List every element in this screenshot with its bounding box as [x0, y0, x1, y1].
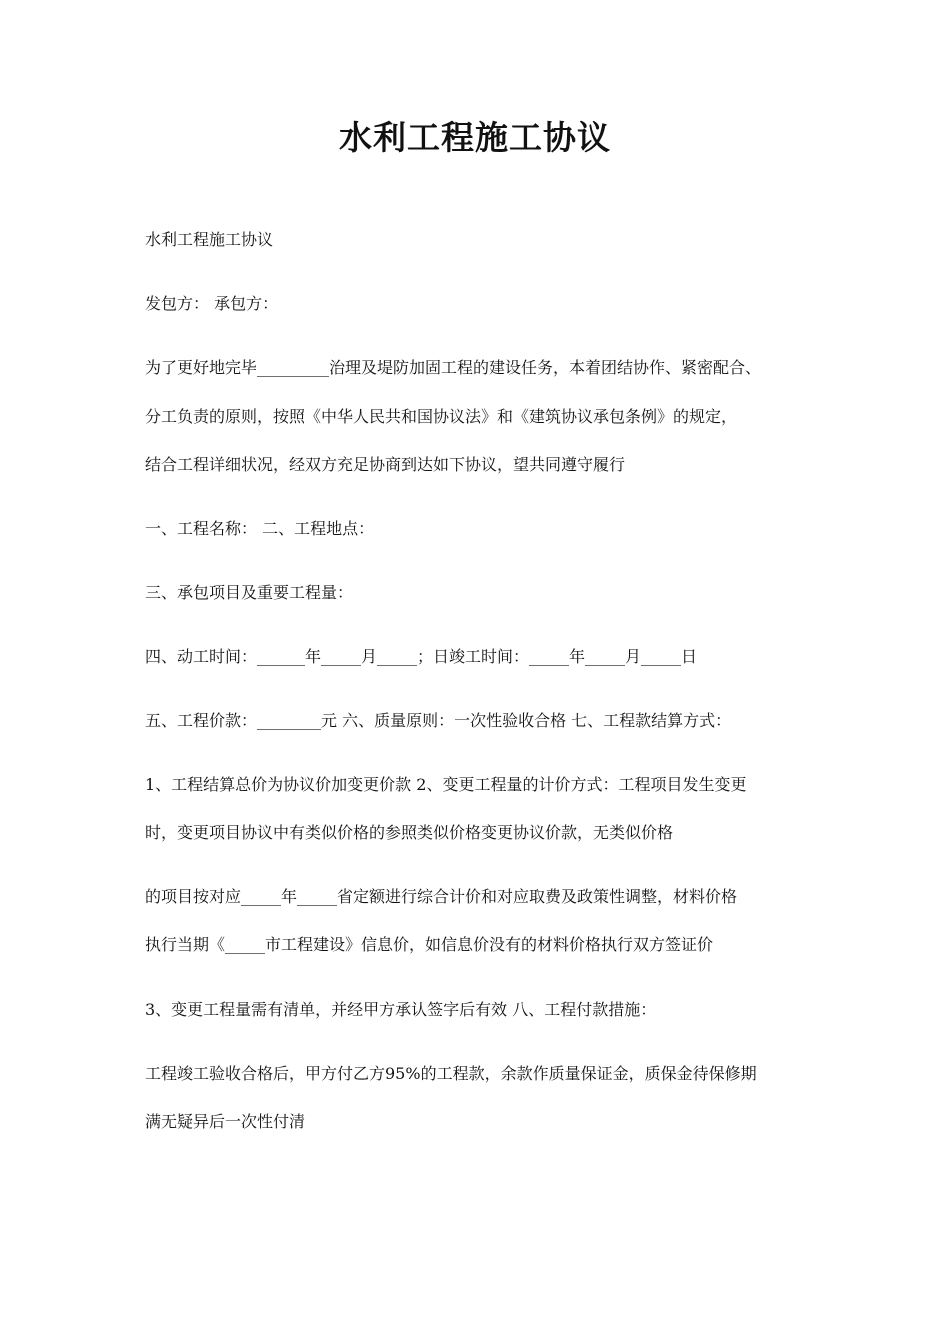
clause-line: 满无疑异后一次性付清	[145, 1112, 306, 1131]
clause-line: 五、工程价款：________元 六、质量原则：一次性验收合格 七、工程款结算方式：	[145, 711, 732, 730]
clause-line: 的项目按对应_____年_____省定额进行综合计价和对应取费及政策性调整，材料价格	[145, 887, 738, 906]
clause-line: 执行当期《_____市工程建设》信息价，如信息价没有的材料价格执行双方签证价	[145, 935, 714, 954]
subtitle-line: 水利工程施工协议	[145, 230, 274, 249]
paragraph-line: 分工负责的原则，按照《中华人民共和国协议法》和《建筑协议承包条例》的规定，	[145, 407, 738, 426]
clause-line: 时，变更项目协议中有类似价格的参照类似价格变更协议价款，无类似价格	[145, 823, 674, 842]
document-title: 水利工程施工协议	[339, 118, 611, 157]
clause-line: 一、工程名称： 二、工程地点：	[145, 519, 375, 538]
clause-line: 四、动工时间：______年_____月_____；日竣工时间：_____年_____月_____日	[145, 647, 698, 666]
paragraph-line: 结合工程详细状况，经双方充足协商到达如下协议，望共同遵守履行	[145, 455, 626, 474]
clause-line: 3、变更工程量需有清单，并经甲方承认签字后有效 八、工程付款措施：	[145, 1000, 657, 1019]
parties-line: 发包方： 承包方：	[145, 294, 279, 313]
paragraph-line: 为了更好地完毕_________治理及堤防加固工程的建设任务，本着团结协作、紧密配合、	[145, 358, 762, 377]
clause-line: 1、工程结算总价为协议价加变更价款 2、变更工程量的计价方式：工程项目发生变更	[145, 775, 747, 794]
clause-line: 三、承包项目及重要工程量：	[145, 583, 354, 602]
clause-line: 工程竣工验收合格后，甲方付乙方95%的工程款，余款作质量保证金，质保金待保修期	[145, 1064, 757, 1083]
